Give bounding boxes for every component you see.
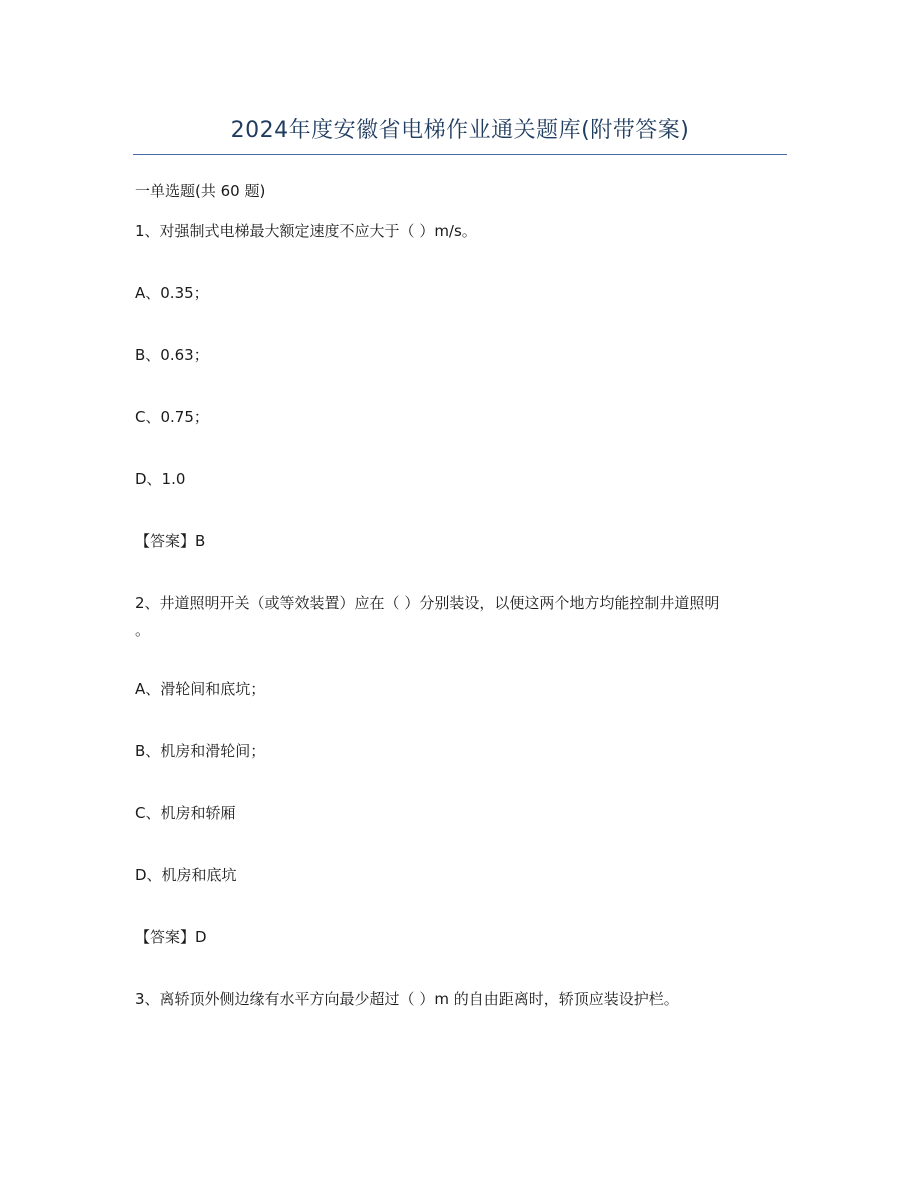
question-1-option-d: D、1.0 xyxy=(135,470,186,488)
question-2-answer: 【答案】D xyxy=(135,928,207,946)
question-1-option-c: C、0.75； xyxy=(135,408,209,426)
question-2-option-c: C、机房和轿厢 xyxy=(135,804,236,822)
question-2-stem-continuation: 。 xyxy=(135,621,151,639)
question-2-option-b: B、机房和滑轮间； xyxy=(135,742,266,760)
question-1-option-b: B、0.63； xyxy=(135,346,209,364)
question-2-stem: 2、井道照明开关（或等效装置）应在（ ）分别装设，以便这两个地方均能控制井道照明 xyxy=(135,594,720,612)
question-1-answer: 【答案】B xyxy=(135,532,206,550)
question-2-option-d: D、机房和底坑 xyxy=(135,866,237,884)
section-heading: 一单选题(共 60 题) xyxy=(135,182,266,200)
question-3-stem: 3、离轿顶外侧边缘有水平方向最少超过（ ）m 的自由距离时，轿顶应装设护栏。 xyxy=(135,990,679,1008)
question-1-option-a: A、0.35； xyxy=(135,284,209,302)
question-2-option-a: A、滑轮间和底坑； xyxy=(135,680,266,698)
question-1-stem: 1、对强制式电梯最大额定速度不应大于（ ）m/s。 xyxy=(135,222,477,240)
page-title: 2024年度安徽省电梯作业通关题库(附带答案) xyxy=(230,118,690,143)
title-divider xyxy=(133,154,787,155)
